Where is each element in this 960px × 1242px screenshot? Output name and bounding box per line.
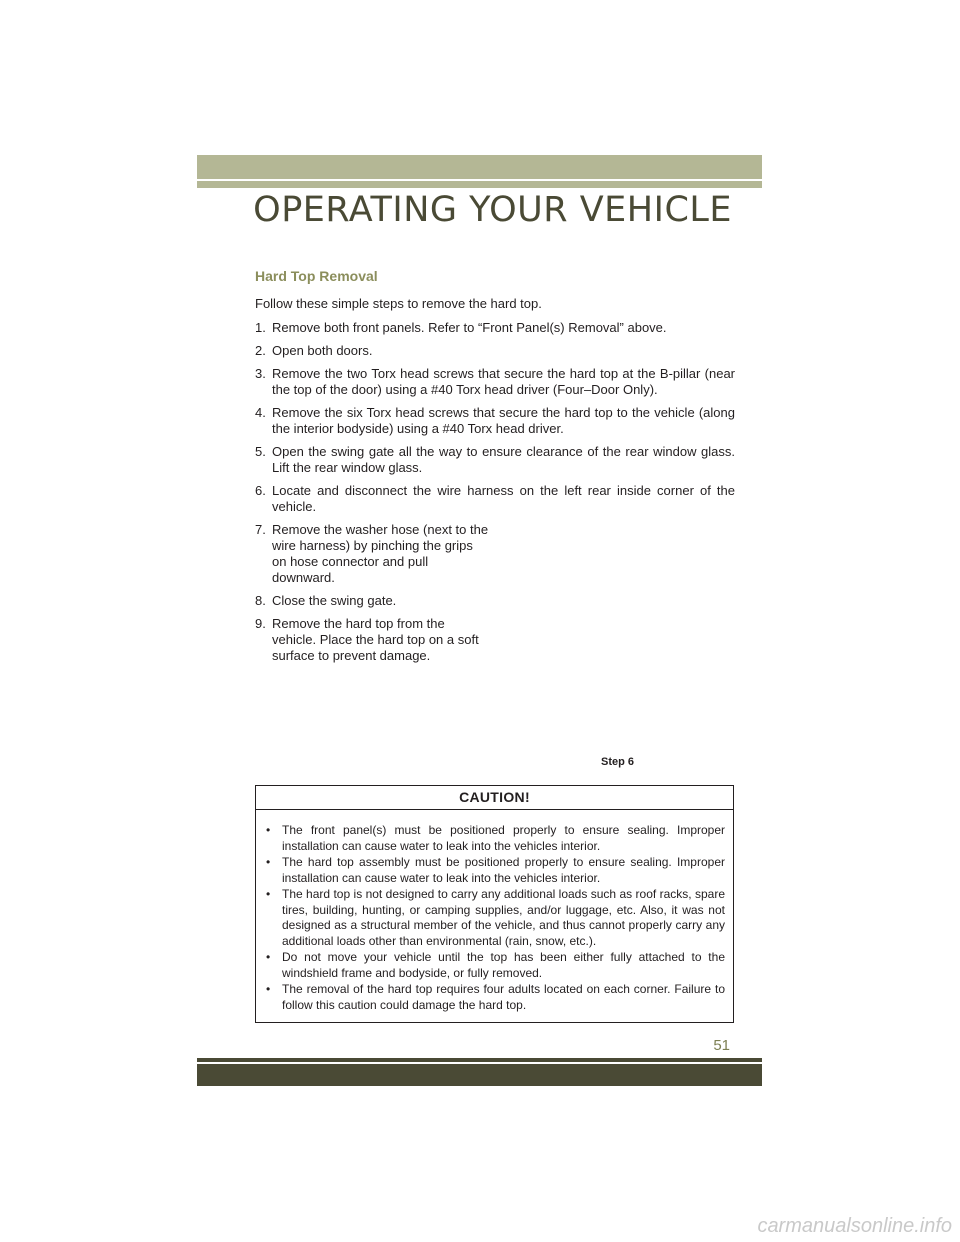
bullet-icon: • (266, 982, 271, 996)
step-number: 1. (255, 320, 266, 335)
step-item (255, 320, 735, 336)
subsection-heading: Hard Top Removal (255, 268, 378, 284)
step-text: Remove the two Torx head screws that secure the hard top at the B-pillar (near the top of the door) using a #40 Torx head driver (Four–Door Only). (272, 366, 735, 397)
watermark: carmanualsonline.info (757, 1215, 952, 1237)
step-number: 5. (255, 444, 266, 459)
step-number: 8. (255, 593, 266, 608)
step-item (255, 593, 490, 609)
caution-text: The front panel(s) must be positioned properly to ensure sealing. Improper installation can cause water to leak into the vehicles interior. (282, 823, 725, 853)
section-title: OPERATING YOUR VEHICLE (253, 190, 732, 230)
figure-caption: Step 6 (601, 756, 635, 768)
step-number: 4. (255, 405, 266, 420)
footer-rule (197, 1058, 762, 1062)
bullet-icon: • (266, 855, 271, 869)
step-item (255, 343, 735, 359)
steps-list (255, 320, 735, 671)
step-text: Open both doors. (272, 343, 373, 358)
header-rule (197, 181, 762, 188)
step-text: Remove the six Torx head screws that secure the hard top to the vehicle (along the interior bodyside) using a #40 Torx head driver. (272, 405, 735, 436)
step-item (255, 616, 490, 664)
step-number: 3. (255, 366, 266, 381)
step-text: Remove the hard top from the vehicle. Place the hard top on a soft surface to prevent damage. (272, 616, 479, 663)
step-number: 7. (255, 522, 266, 537)
caution-item (266, 855, 725, 886)
step-text: Locate and disconnect the wire harness on the left rear inside corner of the vehicle. (272, 483, 735, 514)
caution-item (266, 887, 725, 949)
caution-text: Do not move your vehicle until the top has been either fully attached to the windshield frame and bodyside, or fully removed. (282, 950, 725, 980)
caution-text: The hard top assembly must be positioned properly to ensure sealing. Improper installation can cause water to leak into the vehicles interior. (282, 855, 725, 885)
caution-text: The removal of the hard top requires four adults located on each corner. Failure to follow this caution could damage the hard top. (282, 982, 725, 1012)
bullet-icon: • (266, 950, 271, 964)
step-text: Open the swing gate all the way to ensure clearance of the rear window glass. Lift the rear window glass. (272, 444, 735, 475)
page-number: 51 (713, 1037, 730, 1054)
caution-text: The hard top is not designed to carry any additional loads such as roof racks, spare tires, building, hunting, or camping supplies, and/or luggage, etc. Also, it was not designed as a structural member of the vehicle, and thus cannot properly carry any additional loads other than environmental (rain, snow, etc.). (282, 887, 725, 948)
step-item (255, 483, 735, 515)
bullet-icon: • (266, 887, 271, 901)
step-item (255, 444, 735, 476)
step-text: Remove both front panels. Refer to “Front Panel(s) Removal” above. (272, 320, 667, 335)
caution-item (266, 982, 725, 1013)
caution-title: CAUTION! (256, 786, 733, 810)
intro-text: Follow these simple steps to remove the hard top. (255, 296, 542, 311)
caution-box (255, 785, 734, 1023)
step-text: Close the swing gate. (272, 593, 397, 608)
step-text: Remove the washer hose (next to the wire harness) by pinching the grips on hose connector and pull downward. (272, 522, 489, 585)
step-number: 2. (255, 343, 266, 358)
step-number: 6. (255, 483, 266, 498)
header-bar (197, 155, 762, 179)
caution-item (266, 823, 725, 854)
step-item (255, 405, 735, 437)
caution-item (266, 950, 725, 981)
step-number: 9. (255, 616, 266, 631)
step-item (255, 366, 735, 398)
step-item (255, 522, 490, 586)
footer-bar (197, 1064, 762, 1086)
caution-list (256, 810, 733, 1013)
bullet-icon: • (266, 823, 271, 837)
